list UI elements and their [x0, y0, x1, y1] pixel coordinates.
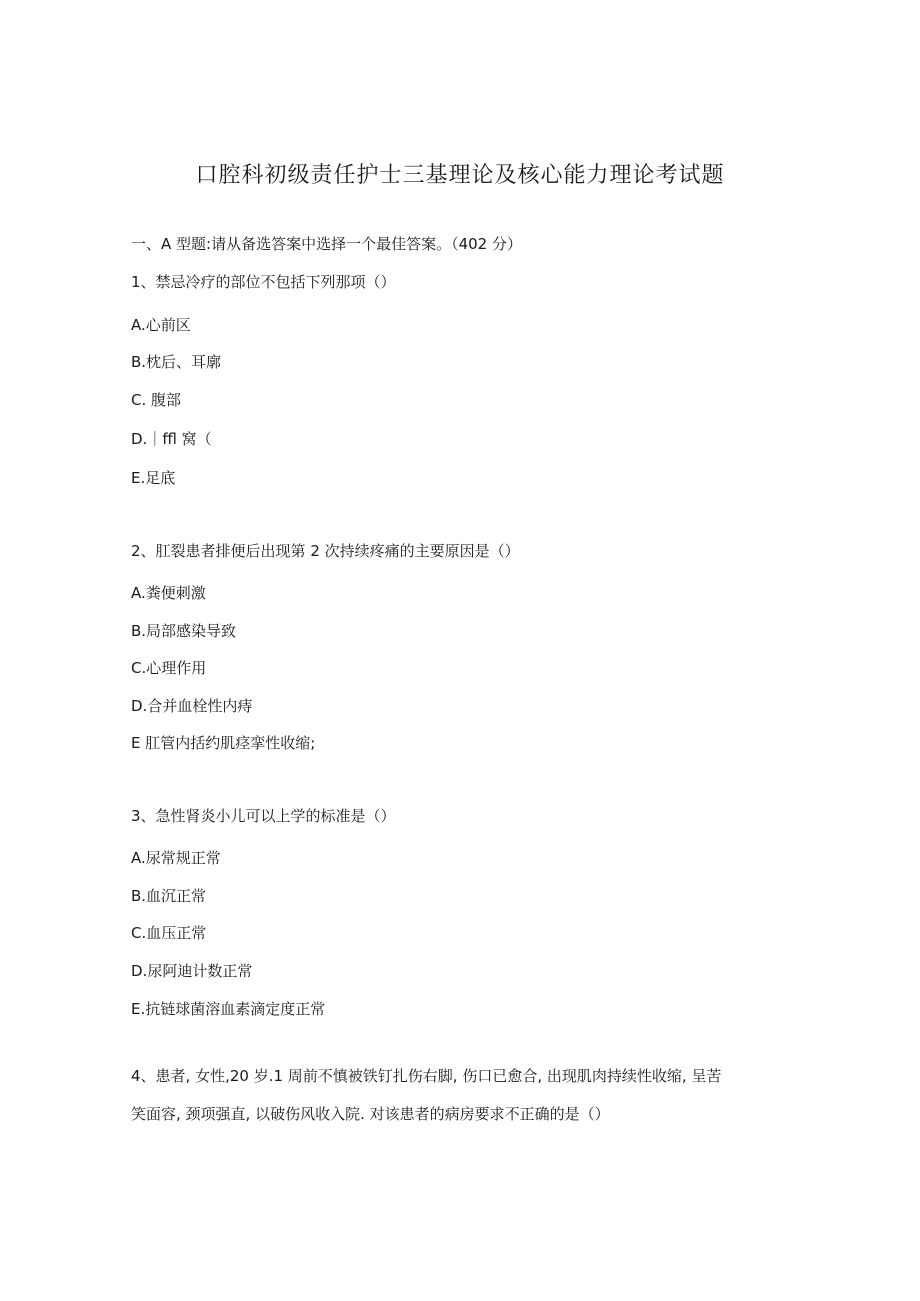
- question-2-option-e: E 肛管内括约肌痉挛性收缩;: [131, 734, 316, 752]
- question-4-stem-line-1: 4、患者, 女性,20 岁.1 周前不慎被铁钉扎伤右脚, 伤口已愈合, 出现肌肉持续性收缩, 呈苦: [131, 1067, 722, 1085]
- question-3-stem: 3、急性肾炎小儿可以上学的标准是（）: [131, 807, 396, 825]
- question-2-stem: 2、肛裂患者排便后出现第 2 次持续疼痛的主要原因是（）: [131, 542, 520, 560]
- question-2-option-b: B.局部感染导致: [131, 622, 237, 640]
- question-2-option-a: A.粪便刺激: [131, 584, 206, 602]
- question-3-option-b: B.血沉正常: [131, 887, 207, 905]
- question-3-option-a: A.尿常规正常: [131, 849, 221, 867]
- question-2-option-c: C.心理作用: [131, 659, 207, 677]
- question-3-option-d: D.尿阿迪计数正常: [131, 962, 253, 980]
- question-1-option-b: B.枕后、耳廓: [131, 353, 222, 371]
- question-1-option-e: E.足底: [131, 469, 176, 487]
- question-3-option-c: C.血压正常: [131, 924, 207, 942]
- question-2-option-d: D.合并血栓性内痔: [131, 697, 253, 715]
- section-header: 一、A 型题:请从备选答案中选择一个最佳答案。（402 分）: [131, 235, 522, 253]
- question-3-option-e: E.抗链球菌溶血素滴定度正常: [131, 1000, 326, 1018]
- question-4-stem-line-2: 笑面容, 颈项强直, 以破伤风收入院. 对该患者的病房要求不正确的是（）: [131, 1105, 610, 1123]
- question-1-option-a: A.心前区: [131, 316, 191, 334]
- question-1-option-d: D.｜ffl 窝（: [131, 430, 212, 448]
- question-1-stem: 1、禁忌冷疗的部位不包括下列那项（）: [131, 273, 396, 291]
- document-title: 口腔科初级责任护士三基理论及核心能力理论考试题: [195, 163, 725, 188]
- question-1-option-c: C. 腹部: [131, 391, 182, 409]
